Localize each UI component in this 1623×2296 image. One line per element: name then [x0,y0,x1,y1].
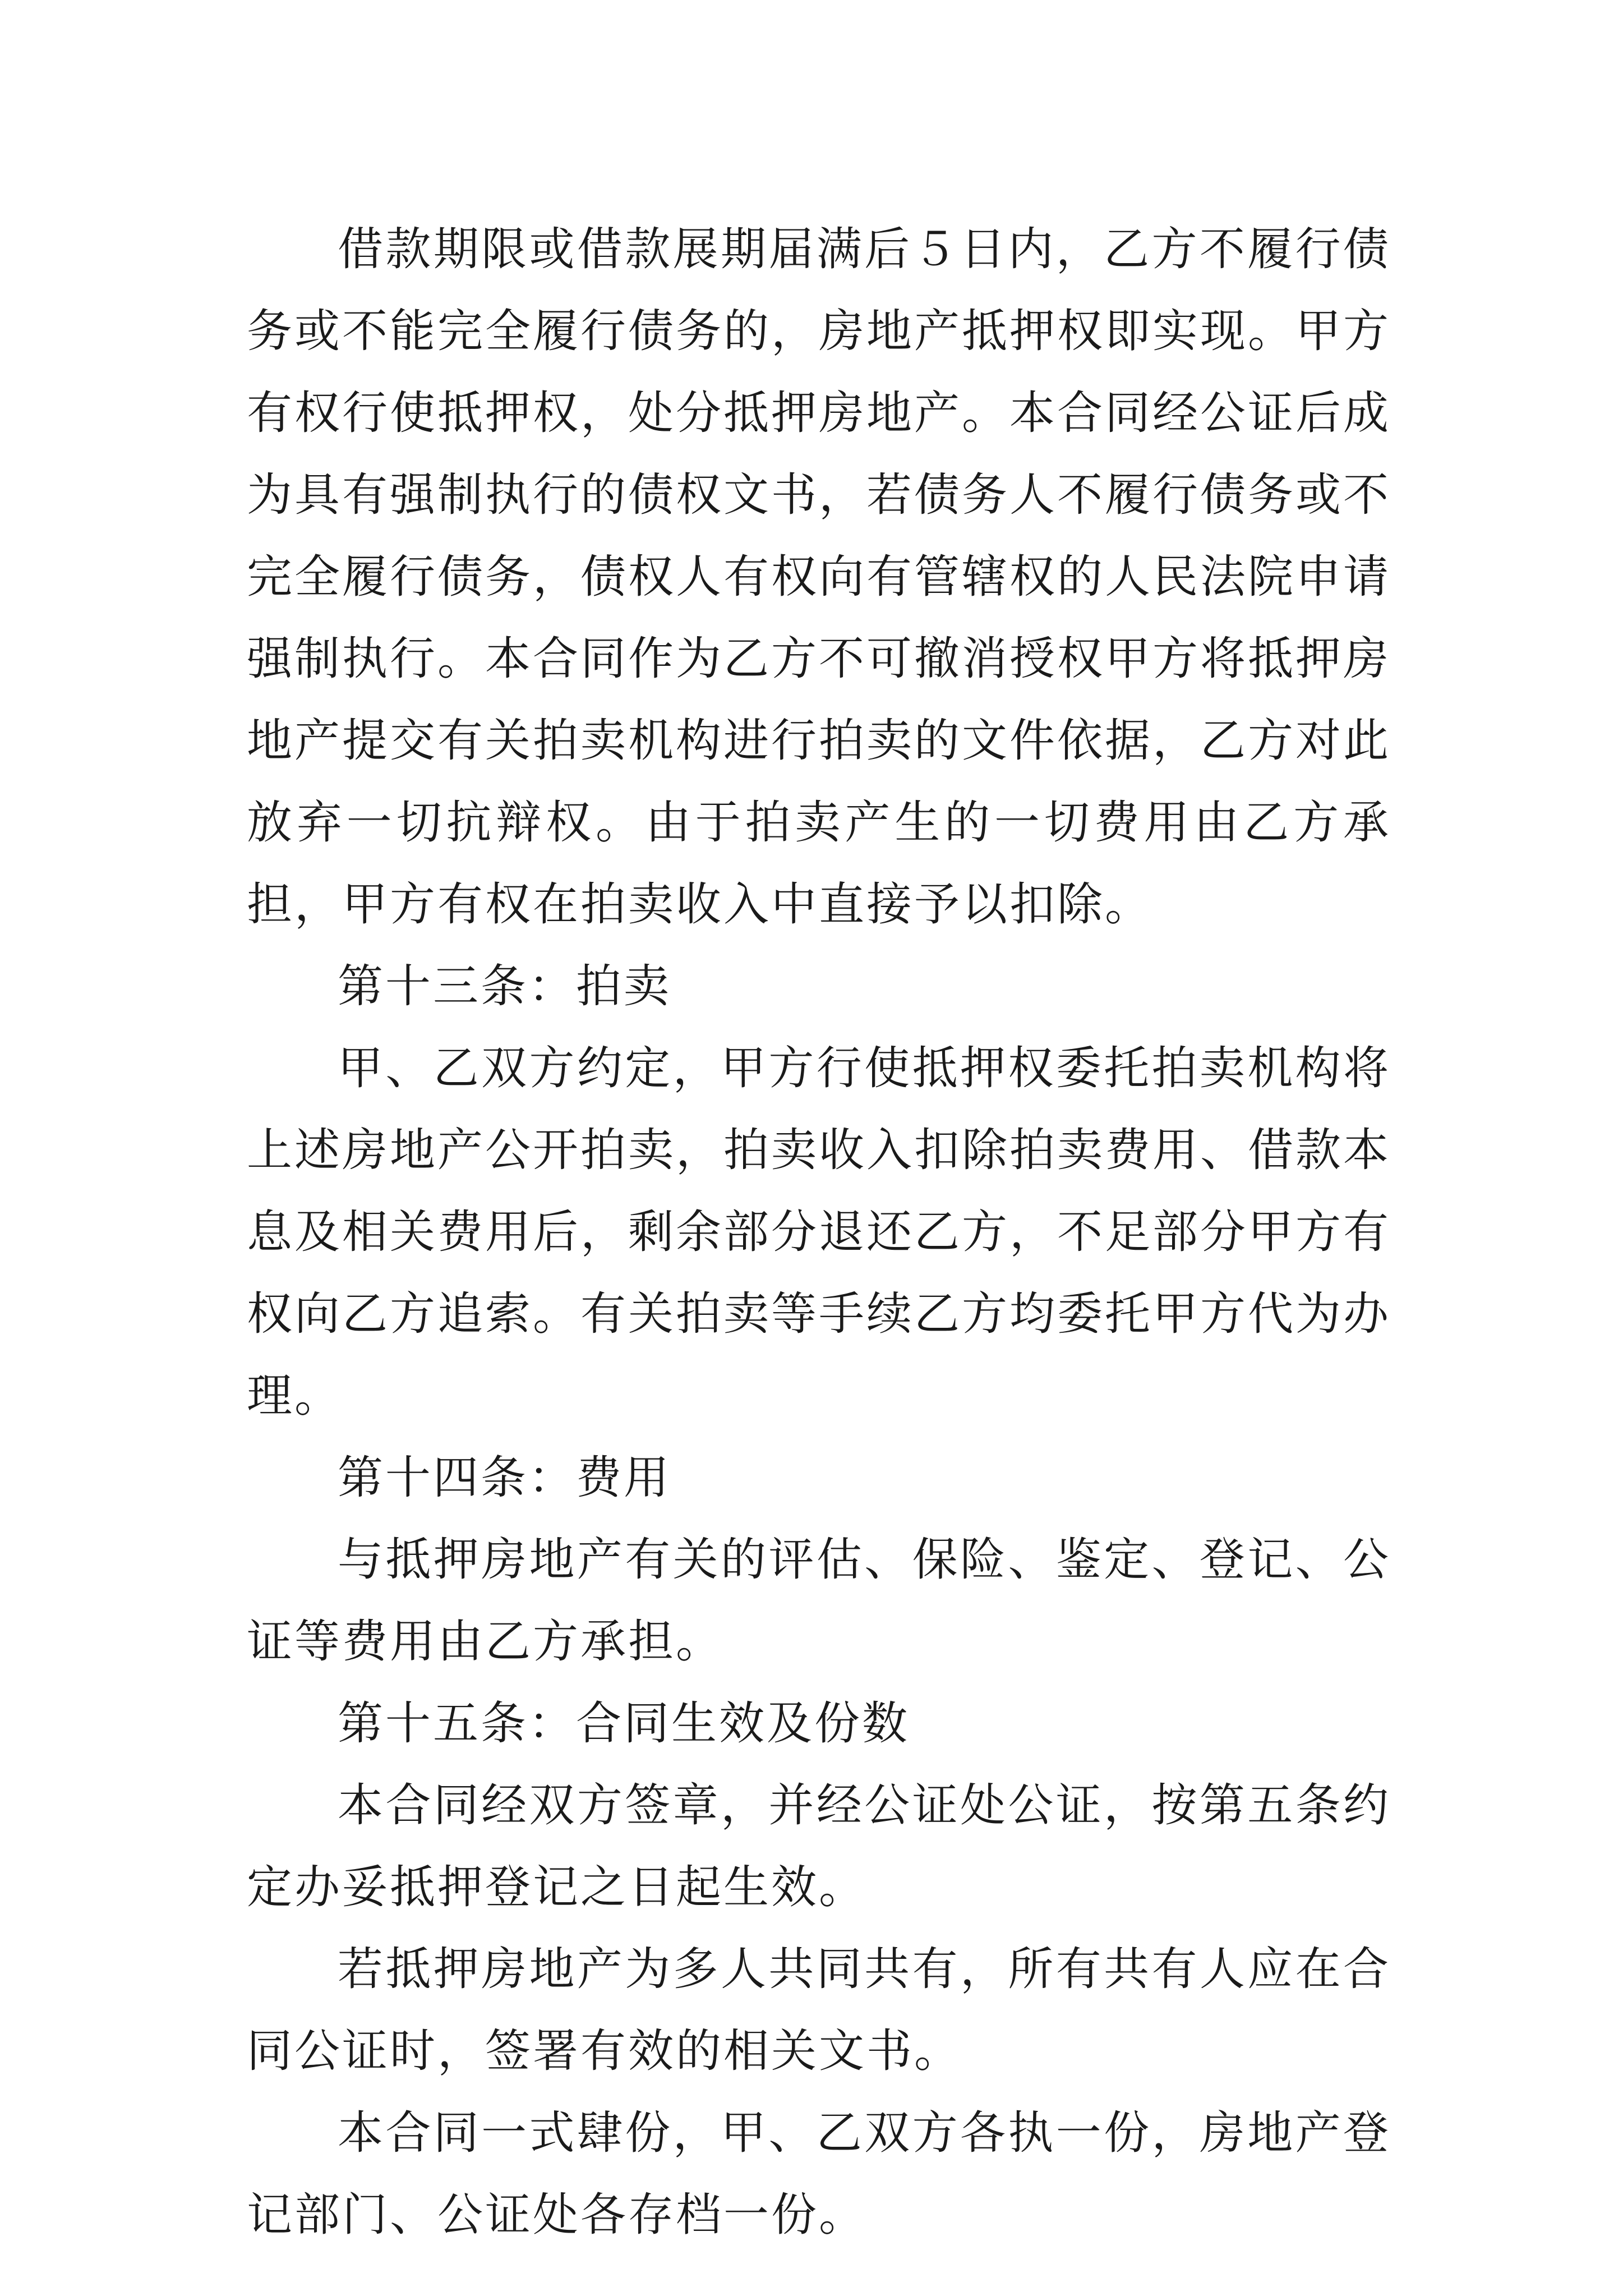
document-body [247,209,1391,2256]
paragraph-auction: 甲、乙双方约定，甲方行使抵押权委托拍卖机构将上述房地产公开拍卖，拍卖收入扣除拍卖费用、借款本息及相关费用后，剩余部分退还乙方，不足部分甲方有权向乙方追索。有关拍卖等手续乙方均委托甲方代为办理。 [247,1042,1391,1423]
article-15-heading: 第十五条：合同生效及份数 [338,1697,910,1750]
paragraph-effectiveness: 本合同经双方签章，并经公证处公证，按第五条约定办妥抵押登记之日起生效。 [247,1779,1391,1914]
paragraph-fees: 与抵押房地产有关的评估、保险、鉴定、登记、公证等费用由乙方承担。 [247,1534,1391,1668]
article-14-heading: 第十四条：费用 [338,1452,672,1504]
paragraph-foreclosure: 借款期限或借款展期届满后５日内，乙方不履行债务或不能完全履行债务的，房地产抵押权即实现。甲方有权行使抵押权，处分抵押房地产。本合同经公证后成为具有强制执行的债权文书，若债务人不履行债务或不完全履行债务，债权人有权向有管辖权的人民法院申请强制执行。本合同作为乙方不可撤消授权甲方将抵押房地产提交有关拍卖机构进行拍卖的文件依据，乙方对此放弃一切抗辩权。由于拍卖产生的一切费用由乙方承担，甲方有权在拍卖收入中直接予以扣除。 [247,223,1391,931]
paragraph-co-owners: 若抵押房地产为多人共同共有，所有共有人应在合同公证时，签署有效的相关文书。 [247,1943,1391,2078]
paragraph-copies: 本合同一式肆份，甲、乙双方各执一份，房地产登记部门、公证处各存档一份。 [247,2107,1391,2242]
article-13-heading: 第十三条：拍卖 [338,960,672,1013]
